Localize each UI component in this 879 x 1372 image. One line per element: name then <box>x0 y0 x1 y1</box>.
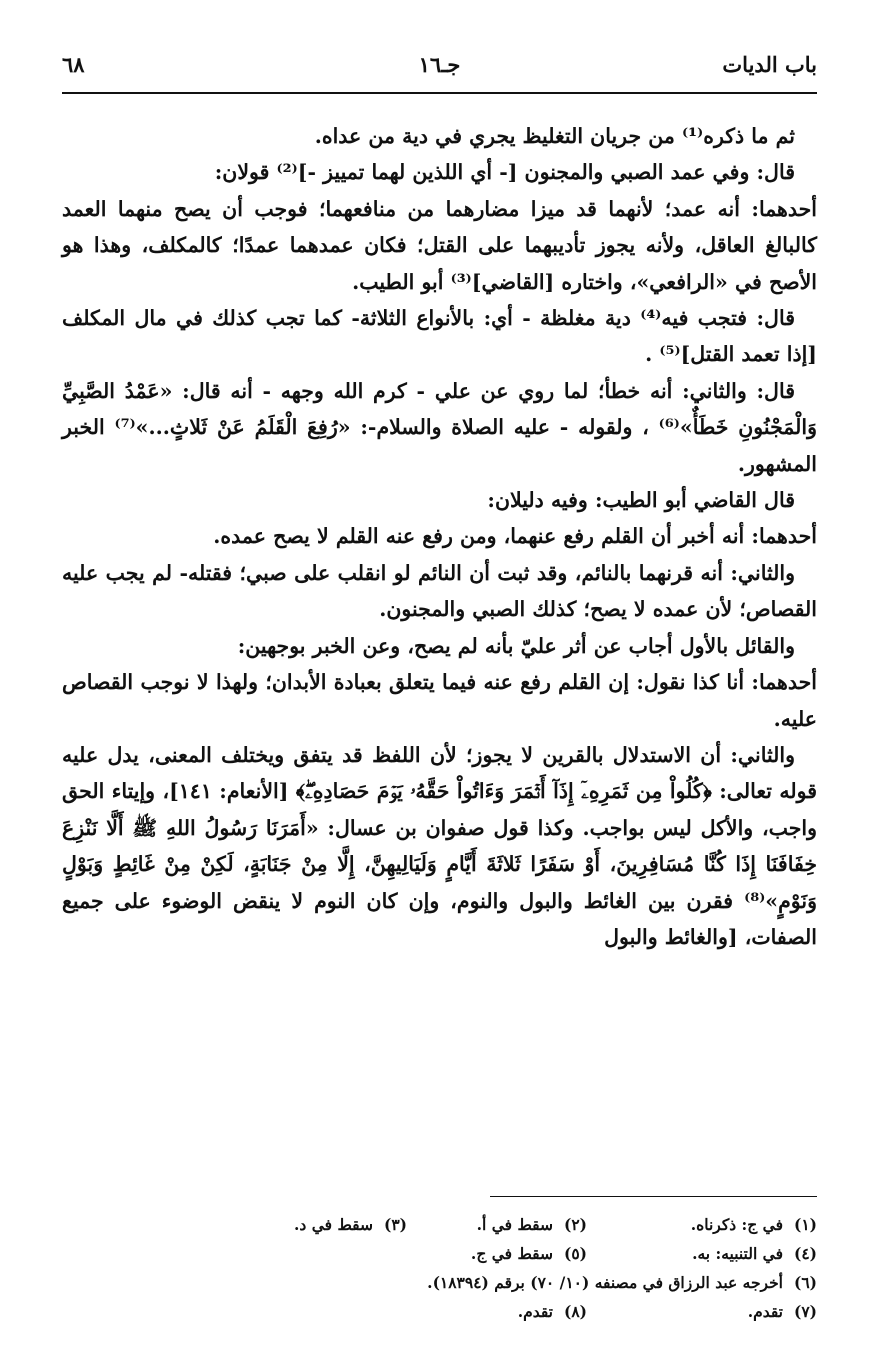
header-divider <box>62 92 817 94</box>
footnote <box>587 1297 817 1326</box>
footnote-text: تقدم. <box>517 1302 553 1321</box>
page-header <box>62 52 817 88</box>
paragraph: قال القاضي أبو الطيب: وفيه دليلان: <box>487 488 795 513</box>
footnote-number: (٢) <box>563 1215 587 1234</box>
footnote <box>471 1239 587 1268</box>
paragraph: أحدهما: أنا كذا نقول: إن القلم رفع عنه فيما يتعلق بعبادة الأبدان؛ ولهذا لا نوجب القصاص عليه. <box>62 670 817 731</box>
page-number: ٦٨ <box>62 52 85 77</box>
footnote-number: (٧) <box>793 1302 817 1321</box>
footnotes <box>257 1210 817 1326</box>
footnote-row <box>257 1268 817 1297</box>
footnote-number: (٥) <box>563 1244 587 1263</box>
paragraph: قال: والثاني: أنه خطأ؛ لما روي عن علي - كرم الله وجهه - أنه قال: «عَمْدُ الصَّبِيِّ وَالْمَجْنُونِ خَطَأٌ»⁽⁶⁾ ، ولقوله - عليه الصلاة والسلام-: «رُفِعَ الْقَلَمُ عَنْ ثَلاثٍ...»⁽⁷⁾ الخبر المشهور. <box>62 378 817 476</box>
footnote-text: أخرجه عبد الرزاق في مصنفه (١٠/ ٧٠) برقم (١٨٣٩٤). <box>427 1273 783 1292</box>
paragraph: أحدهما: أنه أخبر أن القلم رفع عنهما، ومن رفع عنه القلم لا يصح عمده. <box>213 524 817 549</box>
footnote <box>518 1297 587 1326</box>
footnote-number: (٣) <box>383 1215 407 1234</box>
paragraph: أحدهما: أنه عمد؛ لأنهما قد ميزا مضارهما من منافعهما؛ فوجب أن يصح منهما العمد كالبالغ العاقل، ولأنه يجوز تأديبهما على القتل؛ فكان عمدهما عمدًا؛ كالمكلف، وهذا هو الأصح في «الرافعي»، واختاره [القاضي]⁽³⁾ أبو الطيب. <box>62 196 817 294</box>
paragraph: قال: وفي عمد الصبي والمجنون [- أي اللذين لهما تمييز -]⁽²⁾ قولان: <box>214 160 795 185</box>
footnote-number: (٦) <box>793 1273 817 1292</box>
footnote <box>587 1210 817 1239</box>
footnote-text: في التنبيه: به. <box>692 1244 783 1263</box>
footnote-text: سقط في أ. <box>476 1215 553 1234</box>
footnote-row <box>257 1239 817 1268</box>
footnote-number: (١) <box>793 1215 817 1234</box>
paragraph: والثاني: أنه قرنهما بالنائم، وقد ثبت أن النائم لو انقلب على صبي؛ فقتله- لم يجب عليه القصاص؛ لأن عمده لا يصح؛ كذلك الصبي والمجنون. <box>62 560 817 622</box>
footnote-text: سقط في د. <box>294 1215 373 1234</box>
footnote-text: سقط في ج. <box>470 1244 553 1263</box>
footnote-row <box>257 1297 817 1326</box>
footnote-number: (٨) <box>563 1302 587 1321</box>
chapter-title: باب الديات <box>722 52 817 77</box>
footnote <box>427 1268 817 1297</box>
paragraph: ثم ما ذكره⁽¹⁾ من جريان التغليظ يجري في دية من عداه. <box>314 124 795 148</box>
volume-label: جـ١٦ <box>418 52 461 77</box>
paragraph: والقائل بالأول أجاب عن أثر عليّ بأنه لم يصح، وعن الخبر بوجهين: <box>237 633 795 658</box>
paragraph: قال: فتجب فيه⁽⁴⁾ دية مغلظة - أي: بالأنواع الثلاثة- كما تجب كذلك في مال المكلف [إذا تعمد القتل]⁽⁵⁾ . <box>62 306 817 367</box>
footnote <box>294 1210 407 1239</box>
footnote <box>587 1239 817 1268</box>
footnote-text: تقدم. <box>747 1302 783 1321</box>
footnote-number: (٤) <box>793 1244 817 1263</box>
main-text <box>62 118 817 955</box>
footnote <box>407 1210 587 1239</box>
footnote-divider <box>490 1196 817 1197</box>
footnote-text: في ج: ذكرناه. <box>690 1215 783 1234</box>
paragraph: والثاني: أن الاستدلال بالقرين لا يجوز؛ لأن اللفظ قد يتفق ويختلف المعنى، يدل عليه قوله تعالى: ﴿كُلُواْ مِن ثَمَرِهِۦٓ إِذَآ أَثۡمَرَ وَءَاتُواْ حَقَّهُۥ يَوۡمَ حَصَادِهِۦۖ﴾ [الأنعام: ١٤١]، وإيتاء الحق واجب، والأكل ليس بواجب. وكذا قول صفوان بن عسال: «أَمَرَنَا رَسُولُ اللهِ ﷺ أَلَّا نَنْزِعَ خِفَافَنَا إِذَا كُنَّا مُسَافِرِينَ، أَوْ سَفَرًا ثَلاثَةَ أَيَّامٍ وَلَيَالِيهِنَّ، إِلَّا مِنْ جَنَابَةٍ، لَكِنْ مِنْ غَائِطٍ وَبَوْلٍ وَنَوْمٍ»⁽⁸⁾ فقرن بين الغائط والبول والنوم، وإن كان النوم لا ينقض الوضوء على جميع الصفات، [والغائط والبول <box>62 742 817 949</box>
footnote-row <box>257 1210 817 1239</box>
